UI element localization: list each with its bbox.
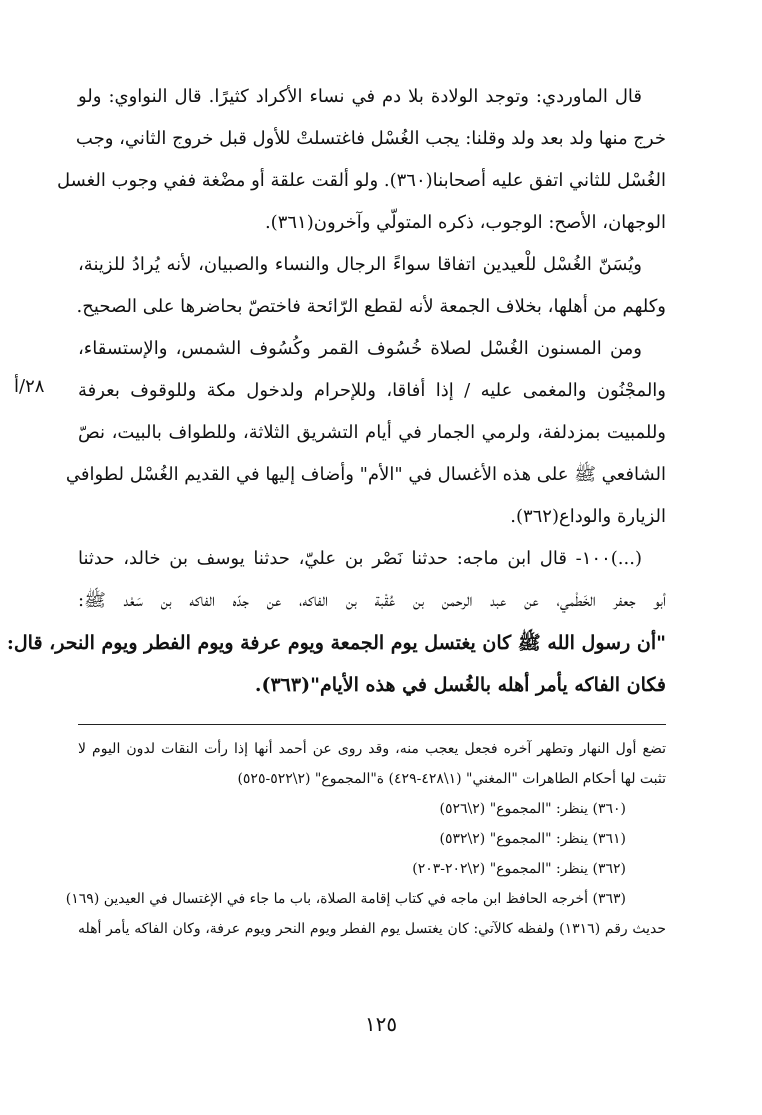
text-line: أبو جعفر الخَطْمي، عن عبد الرحمن بن عُقْبة بن الفاكه، عن جدّه الفاكه بن سَعْد ﷺ: bbox=[78, 590, 666, 611]
text-line: الوجهان، الأصح: الوجوب، ذكره المتولّي وآخرون(٣٦١). bbox=[264, 212, 666, 233]
text-line: (...)١٠٠- قال ابن ماجه: حدثنا نَصْر بن عليّ، حدثنا يوسف بن خالد، حدثنا bbox=[78, 548, 642, 569]
text-line: ومن المسنون الغُسْل لصلاة خُسُوف القمر وكُسُوف الشمس، والإستسقاء، bbox=[78, 338, 642, 359]
footnote-line: (٣٦٣) أخرجه الحافظ ابن ماجه في كتاب إقامة الصلاة، باب ما جاء في الإغتسال في العيدين (١٦٩) bbox=[65, 891, 626, 907]
text-line: فكان الفاكه يأمر أهله بالغُسل في هذه الأيام"(٣٦٣). bbox=[254, 674, 666, 696]
text-line: قال الماوردي: وتوجد الولادة بلا دم في نساء الأكراد كثيرًا. قال النواوي: ولو bbox=[78, 86, 642, 107]
footnote-line: حديث رقم (١٣١٦) ولفظه كالآتي: كان يغتسل يوم الفطر ويوم النحر ويوم عرفة، وكان الفاكه يأمر أهله bbox=[78, 921, 667, 937]
text-line: الزيارة والوداع(٣٦٢). bbox=[510, 506, 666, 527]
footnote-separator bbox=[78, 724, 666, 725]
text-line: خرج منها ولد بعد ولد وقلنا: يجب الغُسْل فاغتسلتْ للأول قبل خروج الثاني، وجب bbox=[75, 128, 666, 149]
page-number: ١٢٥ bbox=[364, 1012, 398, 1036]
text-line: الغُسْل للثاني اتفق عليه أصحابنا(٣٦٠). ولو ألقت علقة أو مضْغة ففي وجوب الغسل bbox=[56, 170, 666, 191]
footnotes-section bbox=[65, 734, 667, 944]
footnote-line: (٣٦١) ينظر: "المجموع" (٢\٥٣٢) bbox=[439, 831, 626, 847]
footnote-line: تثبت لها أحكام الطاهرات "المغني" (١\٤٢٨-٤٢٩) ة"المجموع" (٢\٥٢٢-٥٢٥) bbox=[237, 771, 666, 787]
folio-margin-reference: ٢٨/أ bbox=[14, 376, 45, 397]
text-line: "أن رسول الله ﷺ كان يغتسل يوم الجمعة ويوم عرفة ويوم الفطر ويوم النحر، قال: bbox=[6, 632, 666, 654]
footnote-line: (٣٦٠) ينظر: "المجموع" (٢\٥٢٦) bbox=[439, 801, 626, 817]
text-line: ويُسَنّ الغُسْل للْعيدين اتفاقا سواءً الرجال والنساء والصبيان، لأنه يُرادُ للزينة، bbox=[78, 254, 642, 275]
text-line: والمجْنُون والمغمى عليه / إذا أفاقا، وللإحرام ولدخول مكة وللوقوف بعرفة bbox=[78, 380, 666, 401]
text-line: وكلهم من أهلها، بخلاف الجمعة لأنه لقطع الرّائحة فاختصّ بحاضرها على الصحيح. bbox=[76, 296, 666, 317]
footnote-line: تضع أول النهار وتطهر آخره فجعل يعجب منه، وقد روى عن أحمد أنها إذا رأت النقات لدون اليوم لا bbox=[78, 741, 666, 757]
footnote-line: (٣٦٢) ينظر: "المجموع" (٢\٢٠٢-٢٠٣) bbox=[412, 861, 626, 877]
text-line: الشافعي ﷺ على هذه الأغسال في "الأم" وأضاف إليها في القديم الغُسْل لطوافي bbox=[65, 464, 666, 485]
text-line: وللمبيت بمزدلفة، ولرمي الجمار في أيام التشريق الثلاثة، وللطواف بالبيت، نصّ bbox=[78, 422, 666, 443]
